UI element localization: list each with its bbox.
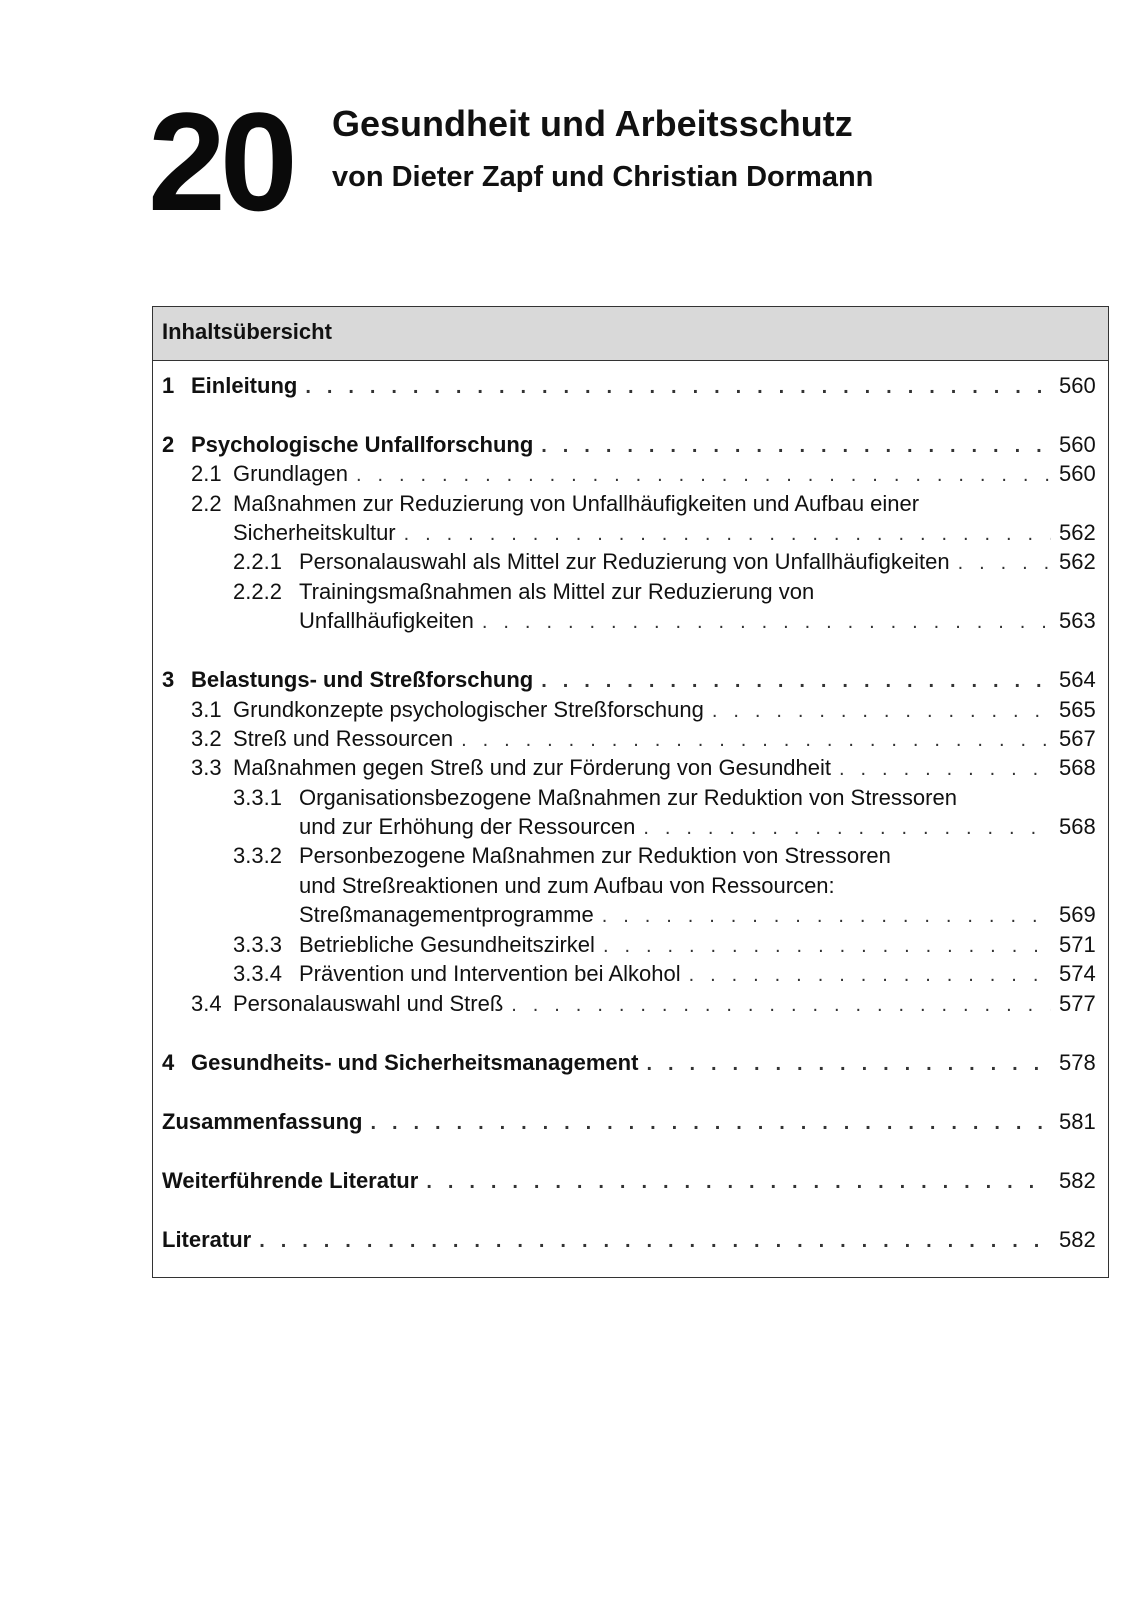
toc-number: 3.3.4 [233, 961, 282, 986]
toc-label: Betriebliche Gesundheitszirkel [299, 932, 595, 957]
toc-page: 560 [1059, 461, 1096, 486]
toc-label-line-1: Maßnahmen zur Reduzierung von Unfallhäufigkeiten und Aufbau einer [233, 491, 920, 516]
dot-leader [646, 1049, 1051, 1079]
toc-label: Streß und Ressourcen [233, 726, 454, 751]
toc-entry-2-2[interactable] [162, 489, 1095, 519]
toc-entry-2-2-1[interactable] [162, 547, 1095, 577]
dot-leader [482, 607, 1051, 637]
toc-entry-2-2-2[interactable] [162, 577, 1095, 607]
toc-entry-3-3-2[interactable] [162, 841, 1095, 871]
table-of-contents [152, 306, 1109, 1278]
toc-page: 582 [1059, 1227, 1096, 1252]
toc-label-line-2: und Streßreaktionen und zum Aufbau von Ressourcen: [299, 873, 835, 898]
toc-page: 568 [1059, 814, 1096, 839]
toc-entry-3-3-2-cont1 [162, 871, 1095, 901]
toc-entry-2[interactable] [162, 430, 1095, 460]
toc-page: 560 [1059, 373, 1096, 398]
dot-leader [958, 548, 1051, 578]
toc-number: 2.2.2 [233, 579, 282, 604]
toc-number: 3 [162, 667, 175, 692]
toc-entry-2-2-2-cont [162, 606, 1095, 636]
toc-page: 567 [1059, 726, 1096, 751]
toc-number: 3.1 [191, 697, 222, 722]
toc-label: Grundkonzepte psychologischer Streßforschung [233, 697, 704, 722]
toc-entry-3-3-1-cont [162, 812, 1095, 842]
toc-entry-4[interactable] [162, 1048, 1095, 1078]
chapter-title: Gesundheit und Arbeitsschutz [332, 103, 853, 144]
dot-leader [689, 960, 1051, 990]
toc-page: 577 [1059, 991, 1096, 1016]
dot-leader [712, 696, 1051, 726]
toc-header: Inhaltsübersicht [153, 307, 1108, 361]
toc-page: 571 [1059, 932, 1096, 957]
toc-number: 4 [162, 1050, 175, 1075]
toc-entry-3-3-1[interactable] [162, 783, 1095, 813]
toc-number: 2.2 [191, 491, 222, 516]
chapter-authors: von Dieter Zapf und Christian Dormann [332, 161, 874, 193]
toc-label: Zusammenfassung [162, 1109, 363, 1134]
dot-leader [461, 725, 1051, 755]
toc-entry-1[interactable] [162, 371, 1095, 401]
toc-label: Grundlagen [233, 461, 348, 486]
dot-leader [356, 460, 1051, 490]
toc-number: 3.3.3 [233, 932, 282, 957]
toc-page: 562 [1059, 520, 1096, 545]
toc-page: 581 [1059, 1109, 1096, 1134]
dot-leader [259, 1226, 1051, 1256]
dot-leader [541, 666, 1051, 696]
toc-entry-3-3-2-cont2 [162, 900, 1095, 930]
toc-label: Personalauswahl als Mittel zur Reduzierung von Unfallhäufigkeiten [299, 549, 950, 574]
toc-label-line-3: Streßmanagementprogramme [299, 902, 594, 927]
toc-page: 582 [1059, 1168, 1096, 1193]
toc-label-line-1: Personbezogene Maßnahmen zur Reduktion von Stressoren [299, 843, 891, 868]
toc-number: 3.2 [191, 726, 222, 751]
dot-leader [602, 901, 1051, 931]
toc-entry-weiterfuehrende-literatur[interactable] [162, 1166, 1095, 1196]
toc-label: Maßnahmen gegen Streß und zur Förderung von Gesundheit [233, 755, 832, 780]
dot-leader [643, 813, 1051, 843]
dot-leader [511, 990, 1051, 1020]
toc-label: Personalauswahl und Streß [233, 991, 504, 1016]
dot-leader [426, 1167, 1051, 1197]
toc-page: 562 [1059, 549, 1096, 574]
toc-label-line-1: Trainingsmaßnahmen als Mittel zur Reduzierung von [299, 579, 815, 604]
toc-label: Literatur [162, 1227, 252, 1252]
toc-label: Gesundheits- und Sicherheitsmanagement [191, 1050, 639, 1075]
toc-entry-2-2-cont [162, 518, 1095, 548]
toc-entry-3-4[interactable] [162, 989, 1095, 1019]
toc-number: 3.3.2 [233, 843, 282, 868]
toc-page: 578 [1059, 1050, 1096, 1075]
toc-page: 569 [1059, 902, 1096, 927]
toc-entry-3[interactable] [162, 665, 1095, 695]
toc-page: 560 [1059, 432, 1096, 457]
toc-label: Einleitung [191, 373, 298, 398]
dot-leader [371, 1108, 1052, 1138]
toc-number: 3.4 [191, 991, 222, 1016]
dot-leader [305, 372, 1051, 402]
dot-leader [839, 754, 1051, 784]
toc-entry-literatur[interactable] [162, 1225, 1095, 1255]
toc-label: Weiterführende Literatur [162, 1168, 419, 1193]
toc-number: 1 [162, 373, 175, 398]
toc-label: Psychologische Unfallforschung [191, 432, 534, 457]
dot-leader [541, 431, 1051, 461]
toc-page: 563 [1059, 608, 1096, 633]
toc-entry-3-3-4[interactable] [162, 959, 1095, 989]
toc-page: 568 [1059, 755, 1096, 780]
toc-label-line-2: und zur Erhöhung der Ressourcen [299, 814, 636, 839]
toc-label-line-2: Unfallhäufigkeiten [299, 608, 474, 633]
toc-label-line-1: Organisationsbezogene Maßnahmen zur Reduktion von Stressoren [299, 785, 957, 810]
toc-page: 564 [1059, 667, 1096, 692]
toc-entry-3-3[interactable] [162, 753, 1095, 783]
toc-entry-2-1[interactable] [162, 459, 1095, 489]
toc-entry-zusammenfassung[interactable] [162, 1107, 1095, 1137]
toc-number: 2.2.1 [233, 549, 282, 574]
toc-number: 2 [162, 432, 175, 457]
toc-entry-3-3-3[interactable] [162, 930, 1095, 960]
toc-entry-3-2[interactable] [162, 724, 1095, 754]
toc-label-line-2: Sicherheitskultur [233, 520, 396, 545]
chapter-number: 20 [148, 83, 292, 240]
toc-page: 565 [1059, 697, 1096, 722]
dot-leader [404, 519, 1051, 549]
toc-number: 2.1 [191, 461, 222, 486]
toc-label: Belastungs- und Streßforschung [191, 667, 534, 692]
toc-number: 3.3 [191, 755, 222, 780]
dot-leader [603, 931, 1051, 961]
toc-label: Prävention und Intervention bei Alkohol [299, 961, 681, 986]
toc-page: 574 [1059, 961, 1096, 986]
toc-entry-3-1[interactable] [162, 695, 1095, 725]
toc-number: 3.3.1 [233, 785, 282, 810]
